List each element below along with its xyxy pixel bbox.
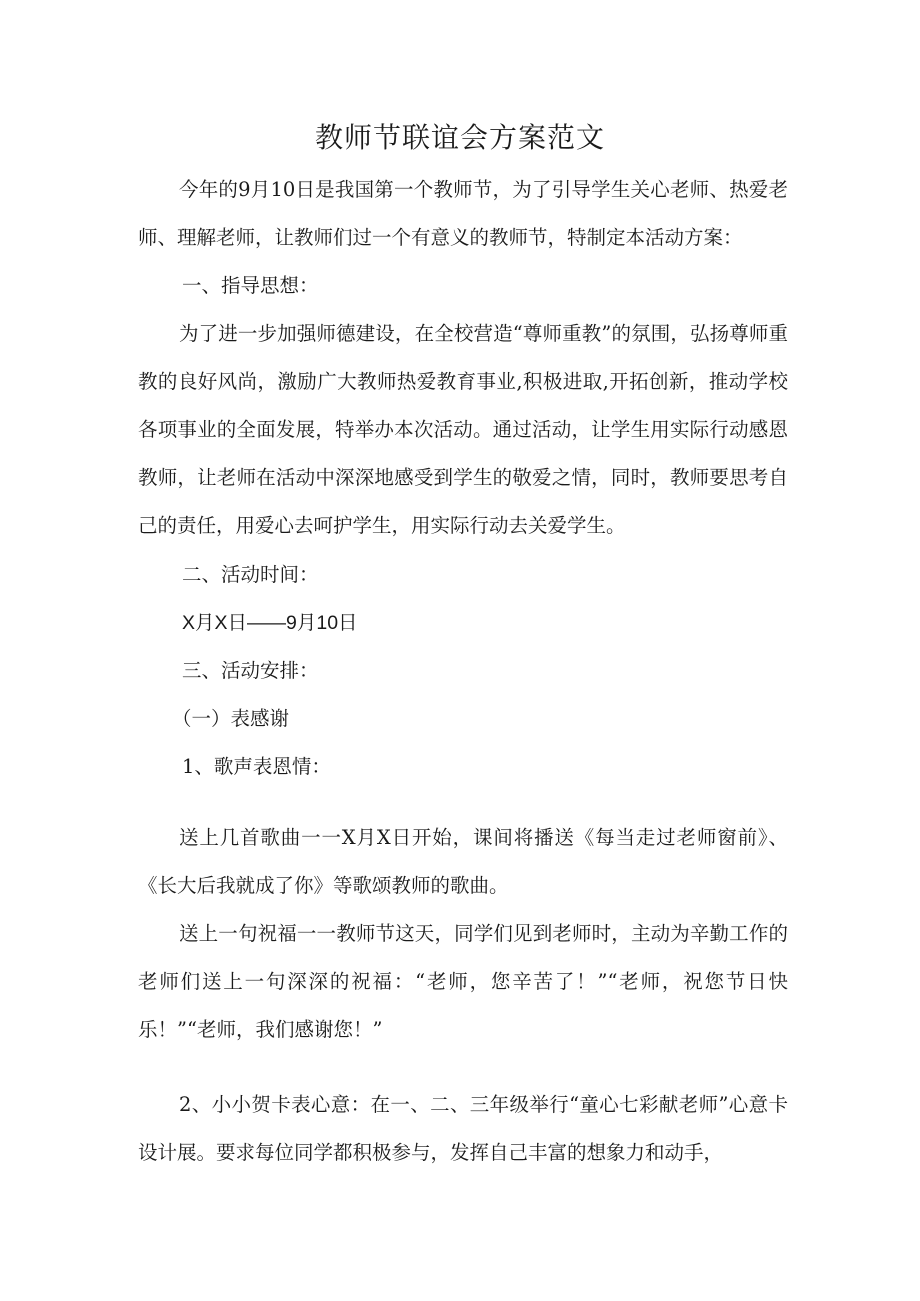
intro-paragraph: 今年的9月10日是我国第一个教师节，为了引导学生关心老师、热爱老师、理解老师，让教师们过一个有意义的教师节，特制定本活动方案： (138, 178, 788, 249)
item-heading-songs: 1、歌声表恩情： (182, 755, 331, 778)
subsection-heading-thanks: （一）表感谢 (172, 707, 290, 730)
greeting-card-paragraph: 2、小小贺卡表心意：在一、二、三年级举行“童心七彩献老师”心意卡设计展。要求每位同学都积极参与，发挥自己丰富的想象力和动手， (138, 1093, 788, 1164)
guiding-thought-paragraph: 为了进一步加强师德建设，在全校营造“尊师重教”的氛围，弘扬尊师重教的良好风尚，激励广大教师热爱教育事业,积极进取,开拓创新，推动学校各项事业的全面发展，特举办本次活动。通过活动，让学生用实际行动感恩教师，让老师在活动中深深地感受到学生的敬爱之情，同时，教师要思考自己的责任，用爱心去呵护学生，用实际行动去关爱学生。 (138, 322, 788, 537)
activity-time-value: X月X日——9月10日 (182, 612, 358, 634)
document-title: 教师节联谊会方案范文 (314, 121, 605, 154)
blessing-paragraph: 送上一句祝福一一教师节这天，同学们见到老师时，主动为辛勤工作的老师们送上一句深深的祝福：“老师，您辛苦了！”“老师，祝您节日快乐！”“老师，我们感谢您！” (138, 922, 788, 1041)
songs-paragraph: 送上几首歌曲一一X月X日开始，课间将播送《每当走过老师窗前》、《长大后我就成了你》等歌颂教师的歌曲。 (138, 826, 788, 897)
section-heading-activity-time: 二、活动时间： (182, 563, 319, 586)
section-heading-guiding-thought: 一、指导思想： (182, 274, 319, 297)
section-heading-activity-arrangement: 三、活动安排： (182, 659, 319, 682)
